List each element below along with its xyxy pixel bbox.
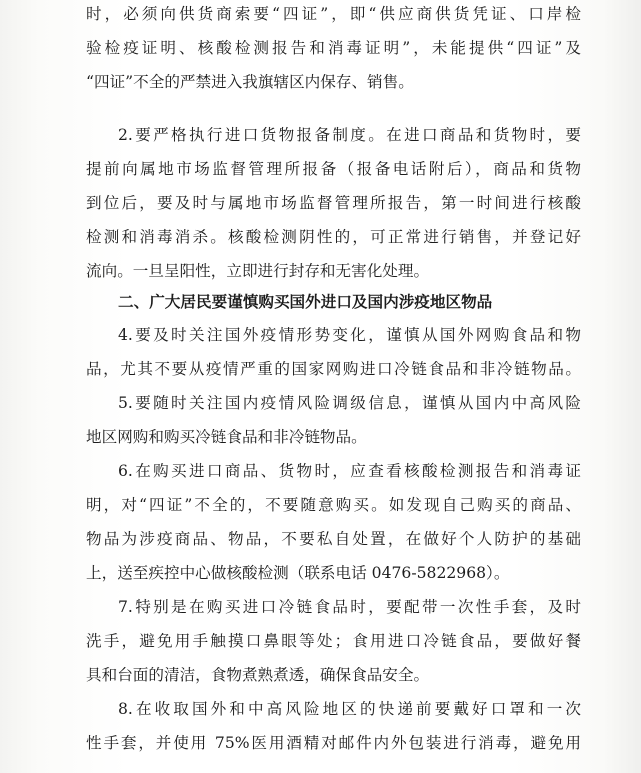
section-heading: 二、广大居民要谨慎购买国外进口及国内涉疫地区物品 (118, 293, 493, 311)
paragraph-line: 洗手，避免用手触摸口鼻眼等处；食用进口冷链食品，要做好餐 (86, 632, 581, 650)
paragraph-line: 到位后，要及时与属地市场监督管理所报告，第一时间进行核酸 (86, 194, 581, 212)
paragraph-line: 明，对“四证”不全的，不要随意购买。如发现自己购买的商品、 (86, 496, 581, 514)
paragraph-line: 8.在收取国外和中高风险地区的快递前要戴好口罩和一次 (118, 700, 581, 718)
paragraph-line: 7.特别是在购买进口冷链食品时，要配带一次性手套，及时 (118, 598, 581, 616)
paragraph-line: 检测和消毒消杀。核酸检测阴性的，可正常进行销售，并登记好 (86, 228, 581, 246)
paragraph-line: 流向。一旦呈阳性，立即进行封存和无害化处理。 (86, 262, 430, 280)
paragraph-line: 地区网购和购买冷链食品和非冷链物品。 (86, 428, 367, 446)
paragraph-line: 6.在购买进口商品、货物时，应查看核酸检测报告和消毒证 (118, 462, 581, 480)
paragraph-line: “四证”不全的严禁进入我旗辖区内保存、销售。 (86, 73, 414, 91)
paragraph-line: 品，尤其不要从疫情严重的国家网购进口冷链食品和非冷链物品。 (86, 360, 581, 378)
paragraph-line: 物品为涉疫商品、物品，不要私自处置，在做好个人防护的基础 (86, 530, 581, 548)
paragraph-line: 2.要严格执行进口货物报备制度。在进口商品和货物时，要 (118, 126, 581, 144)
paragraph-line: 验检疫证明、核酸检测报告和消毒证明”，未能提供“四证”及 (86, 39, 581, 57)
paragraph-line: 时，必须向供货商索要“四证”，即“供应商供货凭证、口岸检 (86, 5, 581, 23)
paragraph-line: 具和台面的清洁，食物煮熟煮透，确保食品安全。 (86, 666, 430, 684)
paragraph-line: 上，送至疾控中心做核酸检测（联系电话 0476-5822968）。 (86, 564, 510, 582)
paragraph-line: 提前向属地市场监督管理所报备（报备电话附后），商品和货物 (86, 160, 581, 178)
paragraph-line: 性手套，并使用 75%医用酒精对邮件内外包装进行消毒，避免用 (86, 734, 581, 752)
paragraph-line: 5.要随时关注国内疫情风险调级信息，谨慎从国内中高风险 (118, 394, 581, 412)
paragraph-line: 4.要及时关注国外疫情形势变化，谨慎从国外网购食品和物 (118, 326, 581, 344)
